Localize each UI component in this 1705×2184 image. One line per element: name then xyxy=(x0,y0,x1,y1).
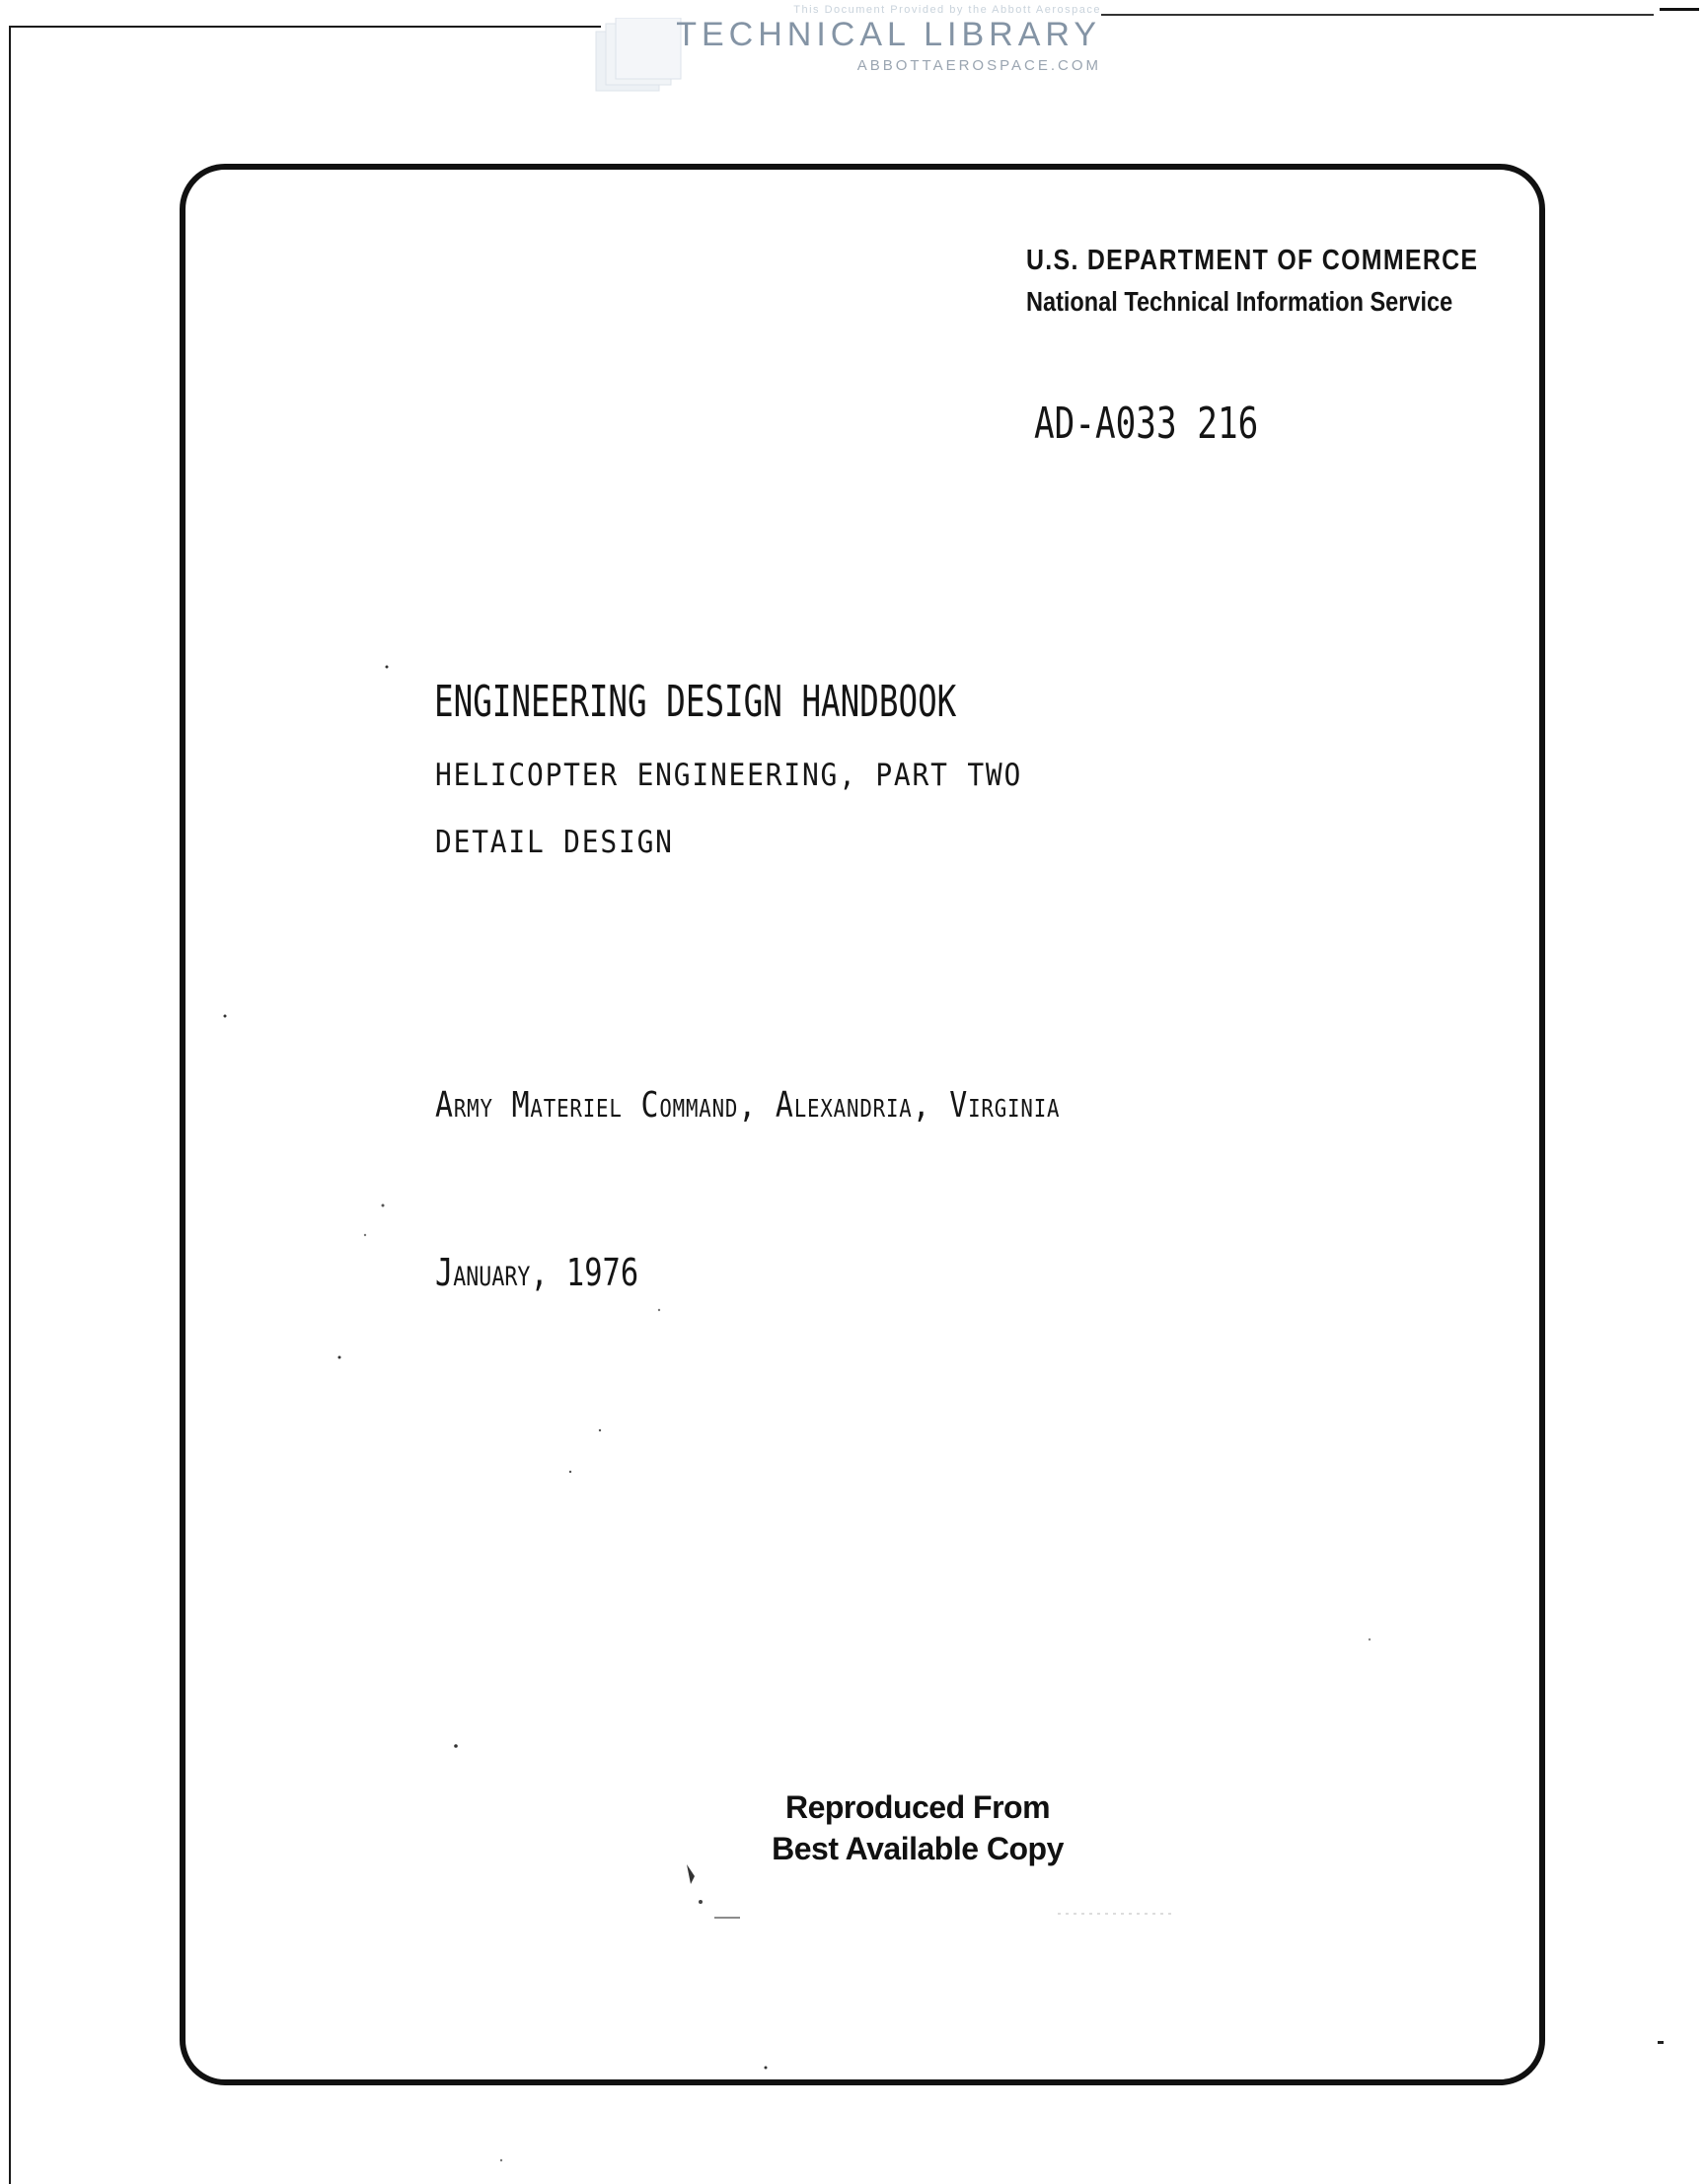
scan-edge-top xyxy=(9,26,601,28)
agency-name: U.S. DEPARTMENT OF COMMERCE xyxy=(1026,245,1479,276)
report-number: AD-A033 216 xyxy=(1034,399,1259,449)
reproduction-stamp-line2: Best Available Copy xyxy=(772,1831,1064,1866)
issuing-organization: Army Materiel Command, Alexandria, Virginia xyxy=(435,1085,1061,1126)
document-part-title: DETAIL DESIGN xyxy=(435,825,674,860)
document-title: ENGINEERING DESIGN HANDBOOK xyxy=(434,677,957,727)
scan-edge-top-right xyxy=(1101,14,1654,16)
watermark-url: ABBOTTAEROSPACE.COM xyxy=(856,57,1101,74)
reproduction-stamp-line1: Reproduced From xyxy=(784,1789,1051,1825)
publication-date: January, 1976 xyxy=(435,1251,639,1294)
watermark-provider-text: This Document Provided by the Abbott Aerospace xyxy=(793,4,1101,16)
scan-mark-right xyxy=(1658,2041,1664,2044)
scan-edge-left xyxy=(9,26,11,2184)
watermark-title: TECHNICAL LIBRARY xyxy=(676,16,1101,53)
agency-service: National Technical Information Service xyxy=(1026,286,1453,317)
library-watermark xyxy=(586,0,1139,99)
document-subtitle: HELICOPTER ENGINEERING, PART TWO xyxy=(435,758,1023,793)
scan-mark-top-right xyxy=(1660,8,1699,11)
